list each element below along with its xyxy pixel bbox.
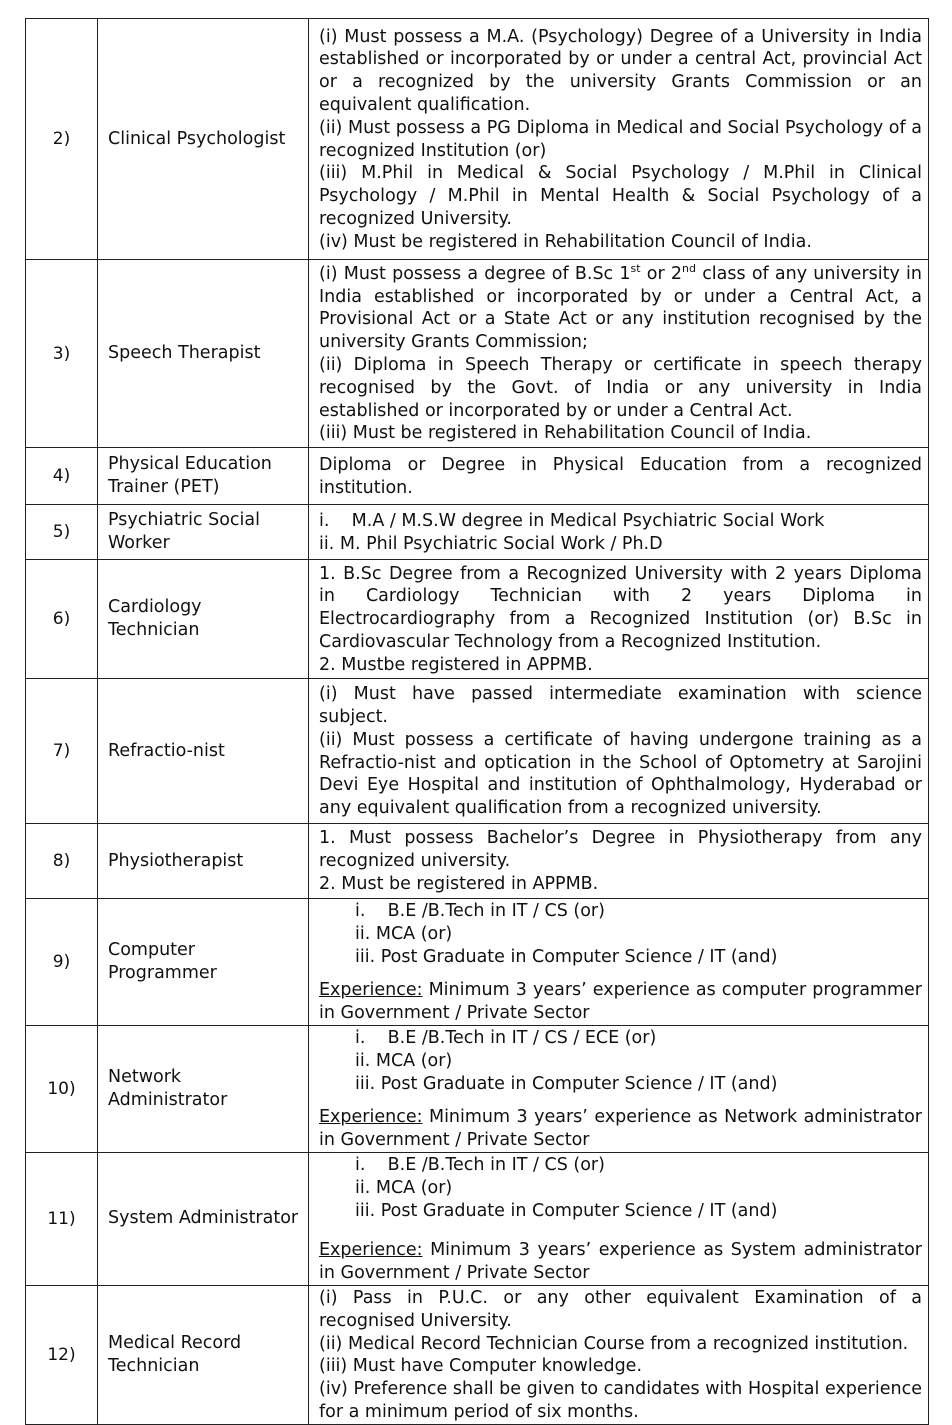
experience-line: Experience: Minimum 3 years’ experience as System administrator in Government / Private Sector: [319, 1240, 922, 1284]
row-number: 10): [26, 1025, 98, 1152]
post-name: Speech Therapist: [98, 260, 309, 448]
row-number: 6): [26, 560, 98, 679]
qualification-line: ii. MCA (or): [355, 923, 453, 944]
qualification-cell: [309, 448, 929, 505]
post-name: Refractio-nist: [98, 679, 309, 824]
qualification-line: (iv) Must be registered in Rehabilitation Council of India.: [319, 231, 812, 252]
table-row: [26, 899, 929, 1026]
post-name: Computer Programmer: [98, 899, 309, 1026]
table-row: [26, 505, 929, 560]
table-row: [26, 1152, 929, 1285]
row-number: 12): [26, 1285, 98, 1424]
qualification-line: (i) Pass in P.U.C. or any other equivalent Examination of a recognised University.: [319, 1288, 922, 1331]
post-name: Psychiatric Social Worker: [98, 505, 309, 560]
table-row: [26, 560, 929, 679]
post-name: Network Administrator: [98, 1025, 309, 1152]
table-row: [26, 679, 929, 824]
post-name: Cardiology Technician: [98, 560, 309, 679]
qualification-line: (ii) Diploma in Speech Therapy or certificate in speech therapy recognised by the Govt. of India or any university in India established or incorporated by or under a Central Act.: [319, 355, 922, 421]
qualification-line: i. M.A / M.S.W degree in Medical Psychiatric Social Work: [319, 510, 825, 531]
qualification-line: (iii) Must be registered in Rehabilitation Council of India.: [319, 423, 812, 444]
qualification-line: (i) Must have passed intermediate examination with science subject.: [319, 684, 922, 727]
qualification-line: (ii) Medical Record Technician Course from a recognized institution.: [319, 1333, 909, 1354]
qualification-cell: [309, 1025, 929, 1152]
qualification-line: ii. MCA (or): [355, 1050, 453, 1071]
qualification-line: (iii) Must have Computer knowledge.: [319, 1356, 643, 1377]
row-number: 7): [26, 679, 98, 824]
row-number: 8): [26, 824, 98, 899]
post-name: Medical Record Technician: [98, 1285, 309, 1424]
table-row: [26, 260, 929, 448]
experience-label: Experience:: [319, 1240, 423, 1261]
qualification-cell: [309, 19, 929, 260]
qualification-cell: [309, 1152, 929, 1285]
experience-line: Experience: Minimum 3 years’ experience as computer programmer in Government / Private Sector: [319, 980, 922, 1024]
qualification-line: i. B.E /B.Tech in IT / CS (or): [355, 901, 605, 921]
qualification-cell: [309, 560, 929, 679]
row-number: 4): [26, 448, 98, 505]
table-row: [26, 448, 929, 505]
post-name: Physiotherapist: [98, 824, 309, 899]
table-row: [26, 19, 929, 260]
qualification-line: 1. B.Sc Degree from a Recognized University with 2 years Diploma in Cardiology Technician with 2 years Diploma in Electrocardiography from a Recognized Institution (or) B.Sc in Cardiovascular Technology from a Recognized Institution.: [319, 563, 922, 652]
qualification-cell: [309, 505, 929, 560]
post-name: System Administrator: [98, 1152, 309, 1285]
qualification-line: (iii) M.Phil in Medical & Social Psychology / M.Phil in Clinical Psychology / M.Phil in Mental Health & Social Psychology of a recognized University.: [319, 163, 922, 229]
qualification-line: iii. Post Graduate in Computer Science / IT (and): [355, 1073, 778, 1094]
row-number: 5): [26, 505, 98, 560]
qualification-line: (iv) Preference shall be given to candidates with Hospital experience for a minimum period of six months.: [319, 1379, 922, 1423]
experience-line: Experience: Minimum 3 years’ experience as Network administrator in Government / Private Sector: [319, 1107, 922, 1151]
qualification-line: iii. Post Graduate in Computer Science / IT (and): [355, 1200, 778, 1221]
experience-label: Experience:: [319, 980, 423, 1001]
post-name: Clinical Psychologist: [98, 19, 309, 260]
qualification-line: Diploma or Degree in Physical Education from a recognized institution.: [319, 454, 922, 498]
qualification-line: 2. Mustbe registered in APPMB.: [319, 654, 593, 675]
qualification-line: i. B.E /B.Tech in IT / CS (or): [355, 1154, 605, 1175]
row-number: 2): [26, 19, 98, 260]
qualification-line: (ii) Must possess a PG Diploma in Medical and Social Psychology of a recognized Institution (or): [319, 117, 922, 161]
qualification-cell: [309, 260, 929, 448]
qualification-cell: [309, 679, 929, 824]
qualification-line: (i) Must possess a M.A. (Psychology) Degree of a University in India established or incorporated by or under a central Act, provincial Act or a recognized by the university Grants Commission or an equivalent qualification.: [319, 26, 922, 115]
qualifications-table: [25, 18, 929, 1425]
qualification-line: (ii) Must possess a certificate of having undergone training as a Refractio-nist and optication in the School of Optometry at Sarojini Devi Eye Hospital and institution of Ophthalmology, Hyderabad or any equivalent qualification from a recognized university.: [319, 729, 922, 819]
experience-label: Experience:: [319, 1107, 423, 1128]
table-row: [26, 1025, 929, 1152]
qualification-cell: [309, 899, 929, 1026]
qualification-line: iii. Post Graduate in Computer Science / IT (and): [355, 946, 778, 967]
qualification-line: i. B.E /B.Tech in IT / CS / ECE (or): [355, 1027, 657, 1048]
row-number: 3): [26, 260, 98, 448]
qualification-cell: [309, 1285, 929, 1424]
table-row: [26, 824, 929, 899]
qualification-line: ii. M. Phil Psychiatric Social Work / Ph.D: [319, 533, 663, 554]
qualification-cell: [309, 824, 929, 899]
qualification-line: 2. Must be registered in APPMB.: [319, 873, 599, 894]
post-name: Physical Education Trainer (PET): [98, 448, 309, 505]
qualification-line: 1. Must possess Bachelor’s Degree in Physiotherapy from any recognized university.: [319, 828, 922, 872]
qualification-line: ii. MCA (or): [355, 1177, 453, 1198]
row-number: 11): [26, 1152, 98, 1285]
row-number: 9): [26, 899, 98, 1026]
qualification-line: (i) Must possess a degree of B.Sc 1st or 2nd class of any university in India established or incorporated by or under a Central Act, a Provisional Act or a State Act or any institution recognised by the university Grants Commission;: [319, 261, 922, 353]
table-row: [26, 1285, 929, 1424]
